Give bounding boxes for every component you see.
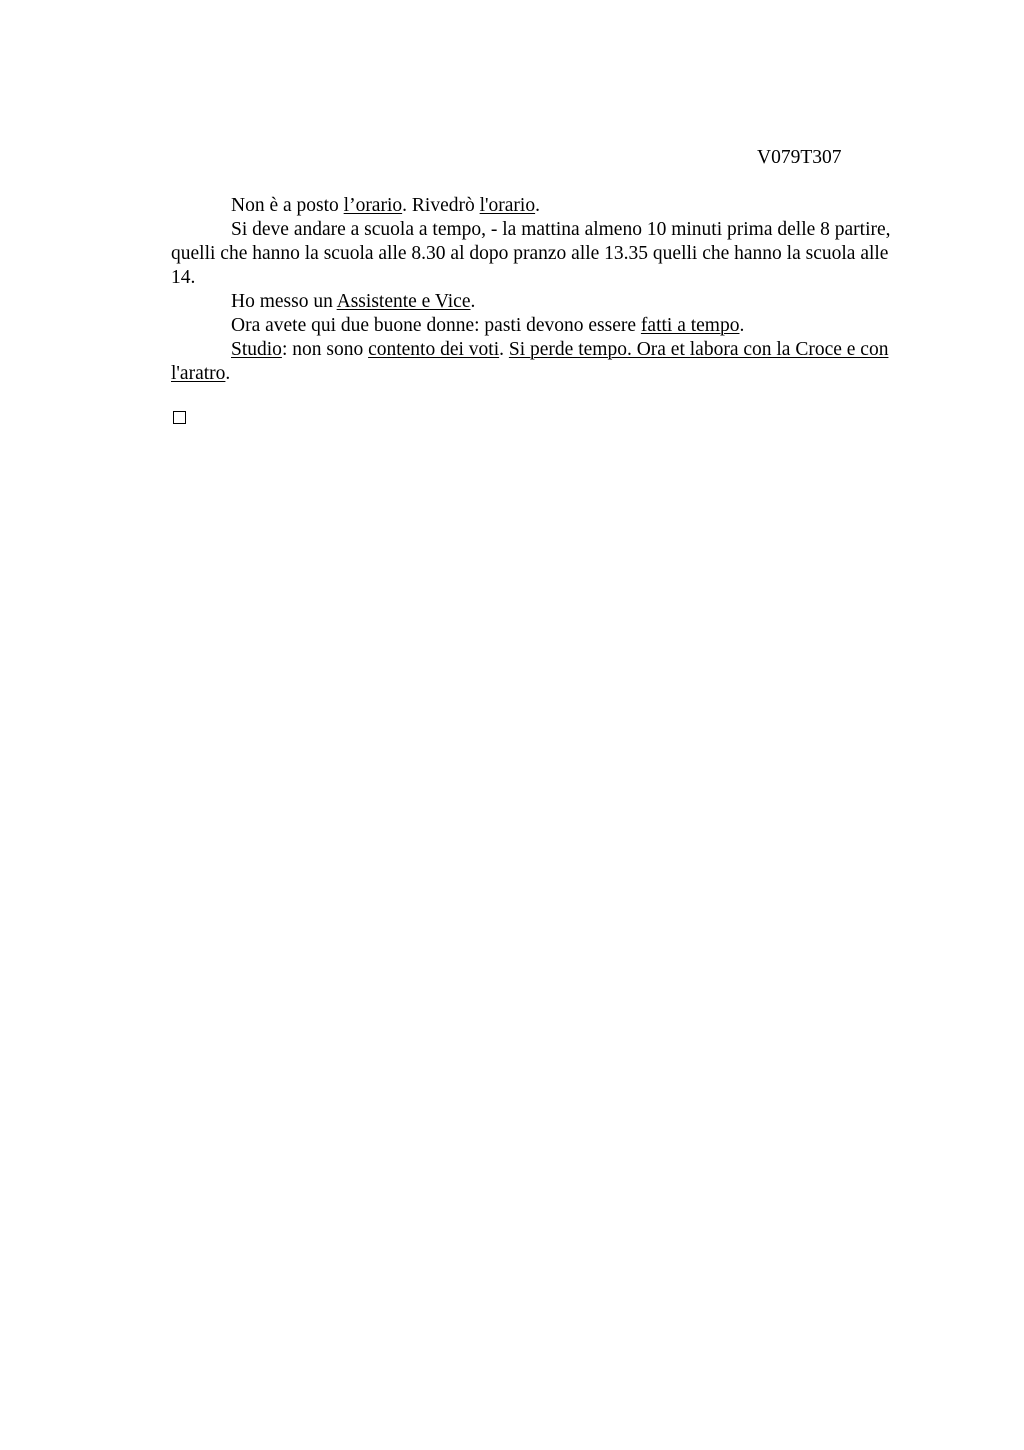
document-id: V079T307 — [757, 147, 842, 168]
underlined-text: l'orario — [479, 195, 536, 216]
text: Ho messo un — [231, 291, 337, 312]
paragraph-schedule: Si deve andare a scuola a tempo, - la mattina almeno 10 minuti prima delle 8 partire, quelli che hanno la scuola alle 8.30 al dopo pranzo alle 13.35 quelli che hanno la scuola alle 14. — [171, 219, 891, 288]
document-body — [171, 194, 911, 386]
paragraph-orario — [171, 194, 911, 218]
underlined-text: l’orario — [343, 195, 403, 216]
text: . — [499, 339, 509, 360]
paragraph-assistant — [171, 290, 911, 314]
underlined-text: contento dei voti — [368, 339, 500, 360]
paragraph-study — [171, 338, 911, 386]
text: . — [739, 315, 745, 336]
text: . Rivedrò — [402, 195, 480, 216]
underlined-text: Si perde tempo. Ora et labora con la Croce e con l'aratro — [171, 339, 889, 384]
text: Ora avete qui due buone donne: pasti devono essere — [231, 315, 641, 336]
text: . — [470, 291, 476, 312]
paragraph-meals — [171, 314, 911, 338]
text: Non è a posto — [231, 195, 344, 216]
text: . — [535, 195, 540, 216]
text: : non sono — [281, 339, 369, 360]
underlined-text: Assistente e Vice — [336, 291, 471, 312]
empty-checkbox-icon — [173, 411, 186, 424]
text: . — [225, 363, 231, 384]
underlined-text: Studio — [231, 339, 282, 360]
underlined-text: fatti a tempo — [640, 315, 740, 336]
